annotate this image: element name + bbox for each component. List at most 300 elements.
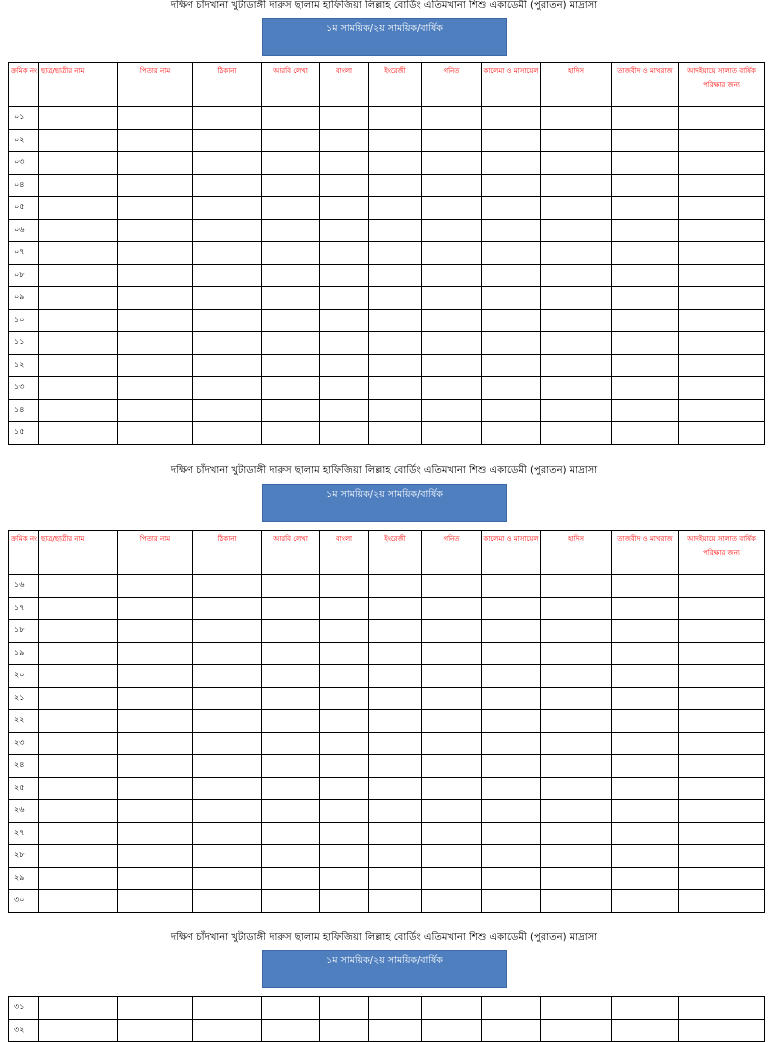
entry-cell[interactable] [118, 197, 193, 220]
entry-cell[interactable] [541, 822, 612, 845]
entry-cell[interactable] [369, 197, 422, 220]
entry-cell[interactable] [482, 687, 541, 710]
entry-cell[interactable] [541, 687, 612, 710]
entry-cell[interactable] [612, 129, 679, 152]
entry-cell[interactable] [612, 264, 679, 287]
entry-cell[interactable] [369, 867, 422, 890]
entry-cell[interactable] [369, 377, 422, 400]
entry-cell[interactable] [422, 242, 482, 265]
entry-cell[interactable] [482, 174, 541, 197]
entry-cell[interactable] [193, 800, 262, 823]
entry-cell[interactable] [482, 152, 541, 175]
entry-cell[interactable] [422, 800, 482, 823]
entry-cell[interactable] [39, 354, 118, 377]
entry-cell[interactable] [320, 129, 369, 152]
entry-cell[interactable] [262, 822, 320, 845]
entry-cell[interactable] [422, 687, 482, 710]
entry-cell[interactable] [482, 890, 541, 913]
entry-cell[interactable] [679, 777, 765, 800]
entry-cell[interactable] [679, 597, 765, 620]
entry-cell[interactable] [482, 332, 541, 355]
entry-cell[interactable] [262, 242, 320, 265]
entry-cell[interactable] [422, 665, 482, 688]
entry-cell[interactable] [193, 597, 262, 620]
entry-cell[interactable] [541, 800, 612, 823]
entry-cell[interactable] [679, 867, 765, 890]
entry-cell[interactable] [541, 422, 612, 445]
entry-cell[interactable] [193, 845, 262, 868]
entry-cell[interactable] [422, 399, 482, 422]
entry-cell[interactable] [262, 219, 320, 242]
entry-cell[interactable] [422, 890, 482, 913]
entry-cell[interactable] [369, 399, 422, 422]
entry-cell[interactable] [118, 597, 193, 620]
entry-cell[interactable] [422, 197, 482, 220]
entry-cell[interactable] [541, 309, 612, 332]
entry-cell[interactable] [262, 777, 320, 800]
entry-cell[interactable] [193, 777, 262, 800]
entry-cell[interactable] [612, 219, 679, 242]
entry-cell[interactable] [320, 354, 369, 377]
entry-cell[interactable] [193, 997, 262, 1020]
entry-cell[interactable] [482, 777, 541, 800]
entry-cell[interactable] [118, 867, 193, 890]
entry-cell[interactable] [369, 354, 422, 377]
entry-cell[interactable] [262, 710, 320, 733]
entry-cell[interactable] [262, 332, 320, 355]
entry-cell[interactable] [118, 129, 193, 152]
entry-cell[interactable] [39, 264, 118, 287]
entry-cell[interactable] [369, 575, 422, 598]
entry-cell[interactable] [482, 219, 541, 242]
entry-cell[interactable] [369, 777, 422, 800]
entry-cell[interactable] [612, 174, 679, 197]
entry-cell[interactable] [422, 732, 482, 755]
entry-cell[interactable] [369, 264, 422, 287]
entry-cell[interactable] [193, 642, 262, 665]
entry-cell[interactable] [193, 219, 262, 242]
entry-cell[interactable] [482, 575, 541, 598]
entry-cell[interactable] [482, 822, 541, 845]
entry-cell[interactable] [39, 377, 118, 400]
entry-cell[interactable] [422, 264, 482, 287]
entry-cell[interactable] [118, 287, 193, 310]
entry-cell[interactable] [39, 620, 118, 643]
entry-cell[interactable] [369, 242, 422, 265]
entry-cell[interactable] [262, 755, 320, 778]
entry-cell[interactable] [482, 755, 541, 778]
entry-cell[interactable] [482, 800, 541, 823]
entry-cell[interactable] [422, 597, 482, 620]
entry-cell[interactable] [39, 890, 118, 913]
entry-cell[interactable] [679, 287, 765, 310]
entry-cell[interactable] [39, 287, 118, 310]
entry-cell[interactable] [422, 332, 482, 355]
entry-cell[interactable] [422, 174, 482, 197]
entry-cell[interactable] [39, 575, 118, 598]
entry-cell[interactable] [39, 845, 118, 868]
entry-cell[interactable] [193, 287, 262, 310]
entry-cell[interactable] [39, 129, 118, 152]
entry-cell[interactable] [39, 822, 118, 845]
entry-cell[interactable] [118, 890, 193, 913]
entry-cell[interactable] [39, 800, 118, 823]
entry-cell[interactable] [422, 422, 482, 445]
entry-cell[interactable] [422, 867, 482, 890]
entry-cell[interactable] [193, 867, 262, 890]
entry-cell[interactable] [482, 107, 541, 130]
entry-cell[interactable] [612, 242, 679, 265]
entry-cell[interactable] [612, 997, 679, 1020]
entry-cell[interactable] [39, 665, 118, 688]
entry-cell[interactable] [320, 107, 369, 130]
entry-cell[interactable] [369, 755, 422, 778]
entry-cell[interactable] [541, 597, 612, 620]
entry-cell[interactable] [118, 642, 193, 665]
entry-cell[interactable] [541, 399, 612, 422]
entry-cell[interactable] [262, 687, 320, 710]
entry-cell[interactable] [118, 422, 193, 445]
entry-cell[interactable] [482, 264, 541, 287]
entry-cell[interactable] [541, 287, 612, 310]
entry-cell[interactable] [612, 620, 679, 643]
entry-cell[interactable] [679, 845, 765, 868]
entry-cell[interactable] [612, 399, 679, 422]
entry-cell[interactable] [320, 264, 369, 287]
entry-cell[interactable] [39, 219, 118, 242]
entry-cell[interactable] [39, 687, 118, 710]
entry-cell[interactable] [320, 867, 369, 890]
entry-cell[interactable] [320, 890, 369, 913]
entry-cell[interactable] [612, 867, 679, 890]
entry-cell[interactable] [193, 422, 262, 445]
entry-cell[interactable] [262, 129, 320, 152]
entry-cell[interactable] [679, 264, 765, 287]
entry-cell[interactable] [541, 620, 612, 643]
entry-cell[interactable] [262, 597, 320, 620]
entry-cell[interactable] [118, 620, 193, 643]
entry-cell[interactable] [679, 107, 765, 130]
entry-cell[interactable] [262, 575, 320, 598]
entry-cell[interactable] [541, 377, 612, 400]
entry-cell[interactable] [679, 710, 765, 733]
entry-cell[interactable] [369, 687, 422, 710]
entry-cell[interactable] [679, 620, 765, 643]
entry-cell[interactable] [612, 332, 679, 355]
entry-cell[interactable] [193, 242, 262, 265]
entry-cell[interactable] [541, 332, 612, 355]
entry-cell[interactable] [193, 332, 262, 355]
entry-cell[interactable] [320, 800, 369, 823]
entry-cell[interactable] [118, 242, 193, 265]
entry-cell[interactable] [679, 422, 765, 445]
entry-cell[interactable] [612, 732, 679, 755]
entry-cell[interactable] [679, 800, 765, 823]
entry-cell[interactable] [193, 1019, 262, 1042]
entry-cell[interactable] [118, 377, 193, 400]
entry-cell[interactable] [39, 732, 118, 755]
entry-cell[interactable] [369, 665, 422, 688]
entry-cell[interactable] [422, 845, 482, 868]
entry-cell[interactable] [118, 219, 193, 242]
entry-cell[interactable] [369, 152, 422, 175]
entry-cell[interactable] [39, 242, 118, 265]
entry-cell[interactable] [422, 822, 482, 845]
entry-cell[interactable] [118, 687, 193, 710]
entry-cell[interactable] [482, 732, 541, 755]
entry-cell[interactable] [612, 422, 679, 445]
entry-cell[interactable] [118, 665, 193, 688]
entry-cell[interactable] [118, 575, 193, 598]
entry-cell[interactable] [369, 620, 422, 643]
entry-cell[interactable] [118, 174, 193, 197]
entry-cell[interactable] [612, 309, 679, 332]
entry-cell[interactable] [482, 997, 541, 1020]
entry-cell[interactable] [541, 354, 612, 377]
entry-cell[interactable] [193, 665, 262, 688]
entry-cell[interactable] [39, 755, 118, 778]
entry-cell[interactable] [612, 107, 679, 130]
entry-cell[interactable] [118, 755, 193, 778]
entry-cell[interactable] [320, 755, 369, 778]
entry-cell[interactable] [422, 219, 482, 242]
entry-cell[interactable] [262, 1019, 320, 1042]
entry-cell[interactable] [482, 422, 541, 445]
entry-cell[interactable] [39, 777, 118, 800]
entry-cell[interactable] [612, 822, 679, 845]
entry-cell[interactable] [679, 642, 765, 665]
entry-cell[interactable] [482, 845, 541, 868]
entry-cell[interactable] [679, 377, 765, 400]
entry-cell[interactable] [262, 732, 320, 755]
entry-cell[interactable] [262, 867, 320, 890]
entry-cell[interactable] [422, 309, 482, 332]
entry-cell[interactable] [193, 890, 262, 913]
entry-cell[interactable] [482, 642, 541, 665]
entry-cell[interactable] [612, 890, 679, 913]
entry-cell[interactable] [422, 354, 482, 377]
entry-cell[interactable] [679, 332, 765, 355]
entry-cell[interactable] [541, 642, 612, 665]
entry-cell[interactable] [541, 665, 612, 688]
entry-cell[interactable] [679, 399, 765, 422]
entry-cell[interactable] [39, 197, 118, 220]
entry-cell[interactable] [39, 174, 118, 197]
entry-cell[interactable] [262, 845, 320, 868]
entry-cell[interactable] [482, 287, 541, 310]
entry-cell[interactable] [262, 197, 320, 220]
entry-cell[interactable] [320, 1019, 369, 1042]
entry-cell[interactable] [320, 687, 369, 710]
entry-cell[interactable] [369, 422, 422, 445]
entry-cell[interactable] [679, 890, 765, 913]
entry-cell[interactable] [679, 152, 765, 175]
entry-cell[interactable] [369, 710, 422, 733]
entry-cell[interactable] [369, 309, 422, 332]
entry-cell[interactable] [118, 732, 193, 755]
entry-cell[interactable] [118, 354, 193, 377]
entry-cell[interactable] [369, 174, 422, 197]
entry-cell[interactable] [422, 710, 482, 733]
entry-cell[interactable] [262, 377, 320, 400]
entry-cell[interactable] [369, 997, 422, 1020]
entry-cell[interactable] [320, 219, 369, 242]
entry-cell[interactable] [118, 152, 193, 175]
entry-cell[interactable] [612, 755, 679, 778]
entry-cell[interactable] [369, 287, 422, 310]
entry-cell[interactable] [193, 354, 262, 377]
entry-cell[interactable] [422, 620, 482, 643]
entry-cell[interactable] [612, 665, 679, 688]
entry-cell[interactable] [541, 997, 612, 1020]
entry-cell[interactable] [541, 867, 612, 890]
entry-cell[interactable] [541, 732, 612, 755]
entry-cell[interactable] [541, 264, 612, 287]
entry-cell[interactable] [320, 422, 369, 445]
entry-cell[interactable] [482, 197, 541, 220]
entry-cell[interactable] [262, 642, 320, 665]
entry-cell[interactable] [679, 822, 765, 845]
entry-cell[interactable] [320, 597, 369, 620]
entry-cell[interactable] [320, 377, 369, 400]
entry-cell[interactable] [541, 890, 612, 913]
entry-cell[interactable] [482, 309, 541, 332]
entry-cell[interactable] [679, 575, 765, 598]
entry-cell[interactable] [679, 242, 765, 265]
entry-cell[interactable] [118, 800, 193, 823]
entry-cell[interactable] [679, 732, 765, 755]
entry-cell[interactable] [369, 597, 422, 620]
entry-cell[interactable] [193, 575, 262, 598]
entry-cell[interactable] [422, 575, 482, 598]
entry-cell[interactable] [193, 377, 262, 400]
entry-cell[interactable] [482, 399, 541, 422]
entry-cell[interactable] [320, 399, 369, 422]
entry-cell[interactable] [320, 665, 369, 688]
entry-cell[interactable] [422, 107, 482, 130]
entry-cell[interactable] [262, 399, 320, 422]
entry-cell[interactable] [422, 777, 482, 800]
entry-cell[interactable] [541, 1019, 612, 1042]
entry-cell[interactable] [482, 665, 541, 688]
entry-cell[interactable] [541, 152, 612, 175]
entry-cell[interactable] [193, 755, 262, 778]
entry-cell[interactable] [262, 107, 320, 130]
entry-cell[interactable] [39, 422, 118, 445]
entry-cell[interactable] [262, 354, 320, 377]
entry-cell[interactable] [612, 710, 679, 733]
entry-cell[interactable] [193, 264, 262, 287]
entry-cell[interactable] [262, 174, 320, 197]
entry-cell[interactable] [320, 997, 369, 1020]
entry-cell[interactable] [422, 642, 482, 665]
entry-cell[interactable] [541, 219, 612, 242]
entry-cell[interactable] [193, 129, 262, 152]
entry-cell[interactable] [39, 710, 118, 733]
entry-cell[interactable] [422, 997, 482, 1020]
entry-cell[interactable] [541, 242, 612, 265]
entry-cell[interactable] [612, 597, 679, 620]
entry-cell[interactable] [320, 287, 369, 310]
entry-cell[interactable] [320, 309, 369, 332]
entry-cell[interactable] [320, 152, 369, 175]
entry-cell[interactable] [612, 642, 679, 665]
entry-cell[interactable] [262, 665, 320, 688]
entry-cell[interactable] [193, 107, 262, 130]
entry-cell[interactable] [482, 1019, 541, 1042]
entry-cell[interactable] [118, 107, 193, 130]
entry-cell[interactable] [193, 620, 262, 643]
entry-cell[interactable] [193, 732, 262, 755]
entry-cell[interactable] [118, 399, 193, 422]
entry-cell[interactable] [118, 309, 193, 332]
entry-cell[interactable] [118, 777, 193, 800]
entry-cell[interactable] [482, 597, 541, 620]
entry-cell[interactable] [369, 732, 422, 755]
entry-cell[interactable] [612, 287, 679, 310]
entry-cell[interactable] [118, 845, 193, 868]
entry-cell[interactable] [541, 575, 612, 598]
entry-cell[interactable] [679, 997, 765, 1020]
entry-cell[interactable] [541, 710, 612, 733]
entry-cell[interactable] [679, 354, 765, 377]
entry-cell[interactable] [39, 997, 118, 1020]
entry-cell[interactable] [482, 377, 541, 400]
entry-cell[interactable] [369, 129, 422, 152]
entry-cell[interactable] [39, 642, 118, 665]
entry-cell[interactable] [679, 665, 765, 688]
entry-cell[interactable] [369, 219, 422, 242]
entry-cell[interactable] [369, 845, 422, 868]
entry-cell[interactable] [262, 890, 320, 913]
entry-cell[interactable] [262, 287, 320, 310]
entry-cell[interactable] [320, 710, 369, 733]
entry-cell[interactable] [262, 422, 320, 445]
entry-cell[interactable] [320, 642, 369, 665]
entry-cell[interactable] [193, 174, 262, 197]
entry-cell[interactable] [193, 822, 262, 845]
entry-cell[interactable] [679, 219, 765, 242]
entry-cell[interactable] [541, 174, 612, 197]
entry-cell[interactable] [541, 777, 612, 800]
entry-cell[interactable] [679, 309, 765, 332]
entry-cell[interactable] [369, 642, 422, 665]
entry-cell[interactable] [612, 800, 679, 823]
entry-cell[interactable] [679, 129, 765, 152]
entry-cell[interactable] [262, 264, 320, 287]
entry-cell[interactable] [262, 620, 320, 643]
entry-cell[interactable] [612, 687, 679, 710]
entry-cell[interactable] [320, 197, 369, 220]
entry-cell[interactable] [612, 575, 679, 598]
entry-cell[interactable] [612, 777, 679, 800]
entry-cell[interactable] [118, 332, 193, 355]
entry-cell[interactable] [39, 107, 118, 130]
entry-cell[interactable] [541, 129, 612, 152]
entry-cell[interactable] [118, 264, 193, 287]
entry-cell[interactable] [39, 867, 118, 890]
entry-cell[interactable] [39, 309, 118, 332]
entry-cell[interactable] [320, 174, 369, 197]
entry-cell[interactable] [541, 197, 612, 220]
entry-cell[interactable] [369, 332, 422, 355]
entry-cell[interactable] [679, 687, 765, 710]
entry-cell[interactable] [369, 822, 422, 845]
entry-cell[interactable] [118, 1019, 193, 1042]
entry-cell[interactable] [262, 152, 320, 175]
entry-cell[interactable] [320, 575, 369, 598]
entry-cell[interactable] [612, 152, 679, 175]
